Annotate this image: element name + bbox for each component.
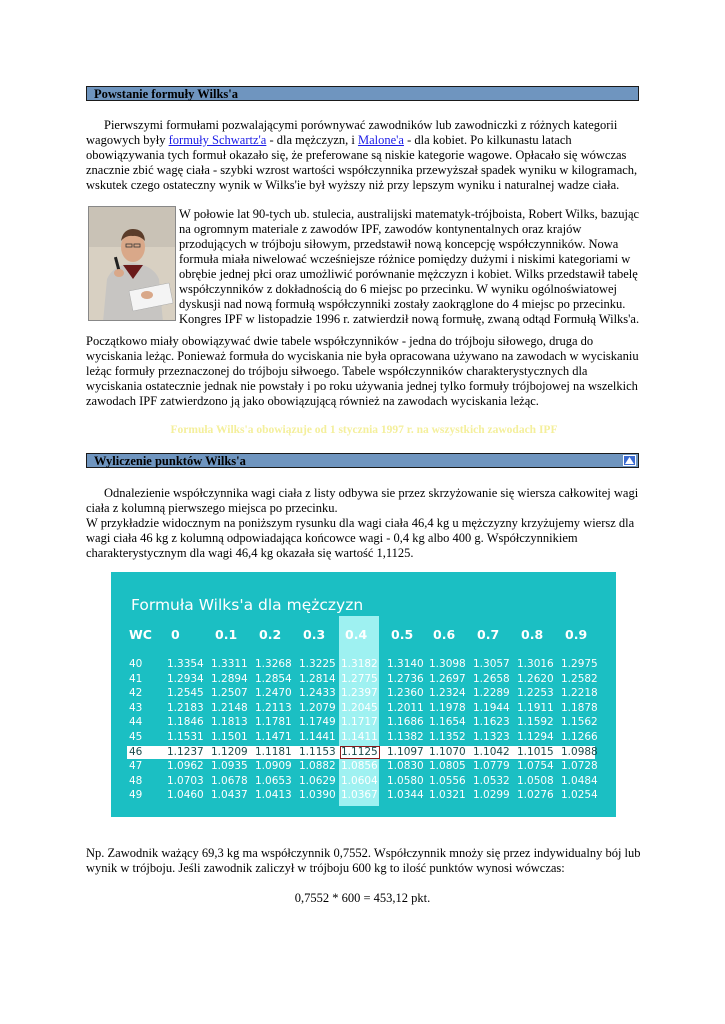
table-cell: 1.3016 (517, 658, 554, 670)
table-header-cell: 0 (171, 627, 180, 642)
table-cell: 1.3140 (387, 658, 424, 670)
table-cell: 1.1382 (387, 731, 424, 743)
table-row-label: 48 (129, 774, 143, 787)
table-cell: 1.2218 (561, 687, 598, 700)
table-cell: 1.1097 (387, 745, 424, 758)
table-cell: 1.1237 (167, 745, 204, 758)
table-cell: 1.1209 (211, 745, 248, 758)
table-cell: 1.0678 (211, 774, 248, 787)
section-title: Powstanie formuły Wilks'a (94, 87, 238, 101)
notice-effective-date: Formuła Wilks'a obowiązuje od 1 stycznia 1997 r. na wszystkich zawodach IPF (170, 424, 558, 436)
table-cell: 1.1294 (517, 731, 554, 743)
table-row-label: 40 (129, 658, 143, 670)
table-header-cell: 0.2 (259, 627, 282, 642)
table-cell: 1.2011 (387, 701, 424, 714)
table-cell: 1.2507 (211, 687, 248, 700)
table-cell: 1.3182 (341, 658, 378, 670)
paragraph-wilks-history (179, 207, 649, 327)
table-cell: 1.2253 (517, 687, 554, 700)
table-cell: 1.1042 (473, 745, 510, 758)
table-cell: 1.1686 (387, 716, 424, 729)
paragraph-line: na ogromnym materiale z zawodów IPF, zawodów kontynentalnych oraz krajów (179, 222, 582, 236)
table-cell: 1.1501 (211, 731, 248, 743)
table-cell: 1.2433 (299, 687, 336, 700)
table-cell: 1.2620 (517, 672, 554, 685)
table-cell: 1.0484 (561, 774, 598, 787)
arrow-up-icon[interactable] (623, 455, 636, 466)
table-cell: 1.2324 (429, 687, 466, 700)
table-cell: 1.2854 (255, 672, 292, 685)
table-cell: 1.0344 (387, 789, 424, 802)
table-cell: 1.0508 (517, 774, 554, 787)
table-cell: 1.1781 (255, 716, 292, 729)
table-cell: 1.1323 (473, 731, 510, 743)
paragraph-example: Np. Zawodnik ważący 69,3 kg ma współczynnik 0,7552. Współczynnik mnoży się przez indywidualny bój lub wynik w trójboju. Jeśli zawodnik zaliczył w trójboju 600 kg to ilość punktów wynosi wówczas: (86, 846, 641, 875)
table-cell: 1.3354 (167, 658, 204, 670)
table-cell: 1.0460 (167, 789, 204, 802)
table-cell: 1.2894 (211, 672, 248, 685)
table-cell: 1.1181 (255, 745, 292, 758)
table-cell: 1.0580 (387, 774, 424, 787)
table-header-cell: 0.3 (303, 627, 326, 642)
table-cell: 1.2736 (387, 672, 424, 685)
table-cell: 1.0754 (517, 760, 554, 773)
table-row-label: 45 (129, 731, 143, 743)
table-cell: 1.1654 (429, 716, 466, 729)
selected-cell-1-1125 (340, 746, 380, 759)
table-cell: 1.1978 (429, 701, 466, 714)
table-cell: 1.1441 (299, 731, 336, 743)
table-cell: 1.0703 (167, 774, 204, 787)
table-title: Formuła Wilks'a dla mężczyzn (131, 596, 364, 614)
table-cell: 1.0437 (211, 789, 248, 802)
table-header-cell: 0.9 (565, 627, 588, 642)
section-header-wilks-origin (86, 86, 639, 101)
table-cell: 1.0909 (255, 760, 292, 773)
link-malone-formula[interactable]: Malone'a (357, 133, 404, 147)
table-cell: 1.1070 (429, 745, 466, 758)
table-cell: 1.1531 (167, 731, 204, 743)
table-cell: 1.1125 (341, 745, 378, 758)
link-schwartz-formula[interactable]: formuły Schwartz'a (168, 133, 267, 147)
paragraph-line: obrębie jednej płci oraz umożliwić porównanie mężczyzn i kobiet. Wilks przedstawił tabelę (179, 267, 638, 281)
table-cell: 1.3057 (473, 658, 510, 670)
table-cell: 1.2934 (167, 672, 204, 685)
table-cell: 1.0390 (299, 789, 336, 802)
table-cell: 1.1411 (341, 731, 378, 743)
table-cell: 1.1352 (429, 731, 466, 743)
table-cell: 1.0779 (473, 760, 510, 773)
table-cell: 1.0556 (429, 774, 466, 787)
person-speaking-photo (88, 206, 176, 321)
table-cell: 1.1749 (299, 716, 336, 729)
table-cell: 1.2113 (255, 701, 292, 714)
table-cell: 1.2775 (341, 672, 378, 685)
table-cell: 1.0805 (429, 760, 466, 773)
wilks-coefficient-table (111, 572, 616, 817)
table-cell: 1.2183 (167, 701, 204, 714)
table-cell: 1.2289 (473, 687, 510, 700)
paragraph-bench-press: Początkowo miały obowiązywać dwie tabele współczynników - jedna do trójboju siłowego, druga do wyciskania leżąc. Ponieważ formuła do wyciskania nie była opracowana używano na zawodach w wyciskaniu leżąc formuły przeznaczonej do trójboju siłwoego. Tabele współczynników charakterystycznych dla wyciskania ostatecznie jednak nie powstały i po roku używania jednej tylko formuły trójbojowej na wszelkich zawodach IPF zatwierdzono ją jako obowiązującą również na zawodach wyciskania leżąc. (86, 334, 639, 408)
table-cell: 1.0988 (561, 745, 598, 758)
table-header-cell: 0.4 (345, 627, 368, 642)
table-header-cell: 0.5 (391, 627, 414, 642)
table-cell: 1.0653 (255, 774, 292, 787)
paragraph-lookup-explanation: Odnalezienie współczynnika wagi ciała z listy odbywa sie przez skrzyżowanie się wiersza całkowitej wagi ciała z kolumną pierwszego miejsca po przecinku. W przykładzie widocznym na poniższym rysunku dla wagi ciała 46,4 kg u mężczyzny krzyżujemy wiersz dla wagi ciała 46 kg z kolumną odpowiadająca końcowce wagi - 0,4 kg albo 400 g. Współczynnikiem charakterystycznym dla wagi 46,4 kg okazała się wartość 1,1125. (86, 486, 639, 560)
table-cell: 1.0629 (299, 774, 336, 787)
table-cell: 1.1717 (341, 716, 378, 729)
table-row-label: 49 (129, 789, 143, 802)
table-cell: 1.2360 (387, 687, 424, 700)
table-cell: 1.1015 (517, 745, 554, 758)
table-cell: 1.1813 (211, 716, 248, 729)
table-cell: 1.0856 (341, 760, 378, 773)
table-cell: 1.1944 (473, 701, 510, 714)
section-title: Wyliczenie punktów Wilks'a (94, 454, 246, 468)
table-cell: 1.2814 (299, 672, 336, 685)
table-header-cell: 0.8 (521, 627, 544, 642)
paragraph-line: współczynników z dokładnością do 6 miejsc po przecinku. W wyniku ogólnoświatowej (179, 282, 618, 296)
table-cell: 1.0604 (341, 774, 378, 787)
table-cell: 1.1592 (517, 716, 554, 729)
table-cell: 1.0299 (473, 789, 510, 802)
table-cell: 1.3225 (299, 658, 336, 670)
table-cell: 1.1153 (299, 745, 336, 758)
table-cell: 1.0254 (561, 789, 598, 802)
table-cell: 1.1471 (255, 731, 292, 743)
table-cell: 1.2545 (167, 687, 204, 700)
paragraph-line: dyskusji nad nową formułą współczynniki zostały zaokrąglone do 4 miejsc po przecinku. (179, 297, 626, 311)
table-row-label: 46 (129, 745, 143, 758)
table-cell: 1.3268 (255, 658, 292, 670)
table-cell: 1.0728 (561, 760, 598, 773)
table-header-cell: 0.1 (215, 627, 238, 642)
table-cell: 1.2658 (473, 672, 510, 685)
paragraph-line: formuła miała niwelować wcześniejsze różnice pomiędzy dużymi i niskimi kategoriami w (179, 252, 631, 266)
table-cell: 1.2148 (211, 701, 248, 714)
table-row-label: 41 (129, 672, 143, 685)
table-cell: 1.1846 (167, 716, 204, 729)
table-cell: 1.2397 (341, 687, 378, 700)
table-cell: 1.0882 (299, 760, 336, 773)
paragraph-line: W połowie lat 90-tych ub. stulecia, australijski matematyk-trójboista, Robert Wilks, bazując (179, 207, 640, 221)
table-cell: 1.1562 (561, 716, 598, 729)
table-cell: 1.0367 (341, 789, 378, 802)
table-cell: 1.1911 (517, 701, 554, 714)
table-cell: 1.0413 (255, 789, 292, 802)
section-header-wilks-calculation (86, 453, 639, 468)
table-cell: 1.0830 (387, 760, 424, 773)
table-row-label: 43 (129, 701, 143, 714)
table-cell: 1.2079 (299, 701, 336, 714)
table-cell: 1.1623 (473, 716, 510, 729)
table-row-label: 47 (129, 760, 143, 773)
table-cell: 1.3311 (211, 658, 248, 670)
table-row-label: 44 (129, 716, 143, 729)
table-cell: 1.1266 (561, 731, 598, 743)
table-header-cell: 0.7 (477, 627, 500, 642)
table-header-cell: 0.6 (433, 627, 456, 642)
table-cell: 1.0962 (167, 760, 204, 773)
table-header-cell: WC (129, 627, 152, 642)
table-cell: 1.2045 (341, 701, 378, 714)
table-cell: 1.2582 (561, 672, 598, 685)
table-row-label: 42 (129, 687, 143, 700)
table-cell: 1.1878 (561, 701, 598, 714)
paragraph-intro: Pierwszymi formułami pozwalającymi porównywać zawodników lub zawodniczki z różnych kategorii wagowych były formuły Schwartz'a - dla mężczyzn, i Malone'a - dla kobiet. Po kilkunastu latach obowiązywania tych formuł okazało się, że preferowane są niskie kategorie wagowe. Opłacało się wówczas znacznie zbić wagę ciała - szybki wzrost wartości współczynnika przewyższał spadek wyniku w kilogramach, wskutek czego ostateczny wynik w Wilks'ie był wyższy niż przy lepszym wyniku i naturalnej wadze ciała. (86, 118, 638, 192)
paragraph-line: Kongres IPF w listopadzie 1996 r. zatwierdził nową formułę, zwaną odtąd Formułą Wilks'a. (179, 312, 640, 326)
table-cell: 1.0321 (429, 789, 466, 802)
table-cell: 1.0532 (473, 774, 510, 787)
table-cell: 1.0935 (211, 760, 248, 773)
table-cell: 1.3098 (429, 658, 466, 670)
table-cell: 1.2697 (429, 672, 466, 685)
table-cell: 1.2470 (255, 687, 292, 700)
table-cell: 1.0276 (517, 789, 554, 802)
paragraph-line: przodujących w trójboju siłowym, przedstawił nową koncepcję współczynników. Nowa (179, 237, 619, 251)
table-cell: 1.2975 (561, 658, 598, 670)
formula-example: 0,7552 * 600 = 453,12 pkt. (294, 891, 431, 905)
